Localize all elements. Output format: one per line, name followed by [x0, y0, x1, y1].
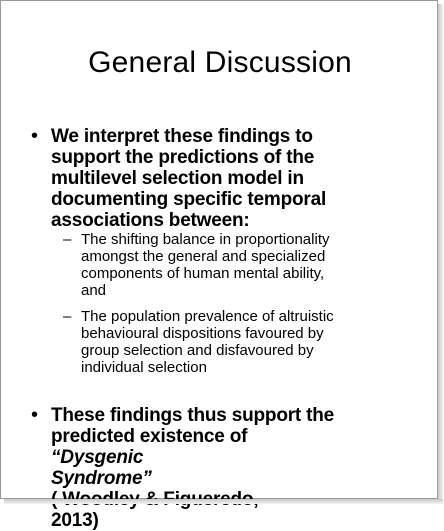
bullet-line: We interpret these findings to — [51, 126, 313, 147]
italic-text: Syndrome” — [51, 468, 152, 489]
sub-marker: – — [63, 308, 72, 325]
bullet-line: multilevel selection model in — [51, 168, 304, 189]
sub-item-2 — [63, 308, 334, 376]
slide-title: General Discussion — [88, 46, 352, 79]
sub-line: The shifting balance in proportionality — [81, 231, 330, 248]
bullet-item-1 — [31, 126, 421, 231]
sub-marker: – — [63, 231, 72, 248]
bullet-line: These findings thus support the — [51, 405, 335, 426]
sub-line: individual selection — [81, 359, 207, 376]
plain-text: predicted existence of — [51, 426, 248, 447]
slide-shadow-bottom — [4, 499, 443, 504]
sub-text — [81, 308, 334, 376]
bullet-line: documenting specific temporal — [51, 189, 327, 210]
sub-line: and — [81, 282, 107, 299]
italic-text: “Dysgenic — [51, 447, 144, 468]
sub-item-1 — [63, 231, 329, 299]
sub-line: amongst the general and specialized — [81, 248, 326, 265]
bullet-line: support the predictions of the — [51, 147, 315, 168]
bullet-line: associations between: — [51, 210, 250, 231]
bullet-line: 2013) — [51, 510, 99, 531]
bullet-text — [51, 405, 334, 531]
sub-line: behavioural dispositions favoured by — [81, 325, 324, 342]
sub-line: The population prevalence of altruistic — [81, 308, 334, 325]
sub-text — [81, 231, 329, 299]
bullet-item-2 — [31, 405, 431, 531]
sub-line: group selection and disfavoured by — [81, 342, 314, 359]
slide-shadow-right — [438, 4, 443, 502]
sub-line: components of human mental ability, — [81, 265, 325, 282]
bullet-line — [51, 426, 334, 468]
bullet-text — [51, 126, 326, 231]
bullet-marker: • — [31, 125, 39, 147]
bullet-marker: • — [31, 404, 39, 426]
